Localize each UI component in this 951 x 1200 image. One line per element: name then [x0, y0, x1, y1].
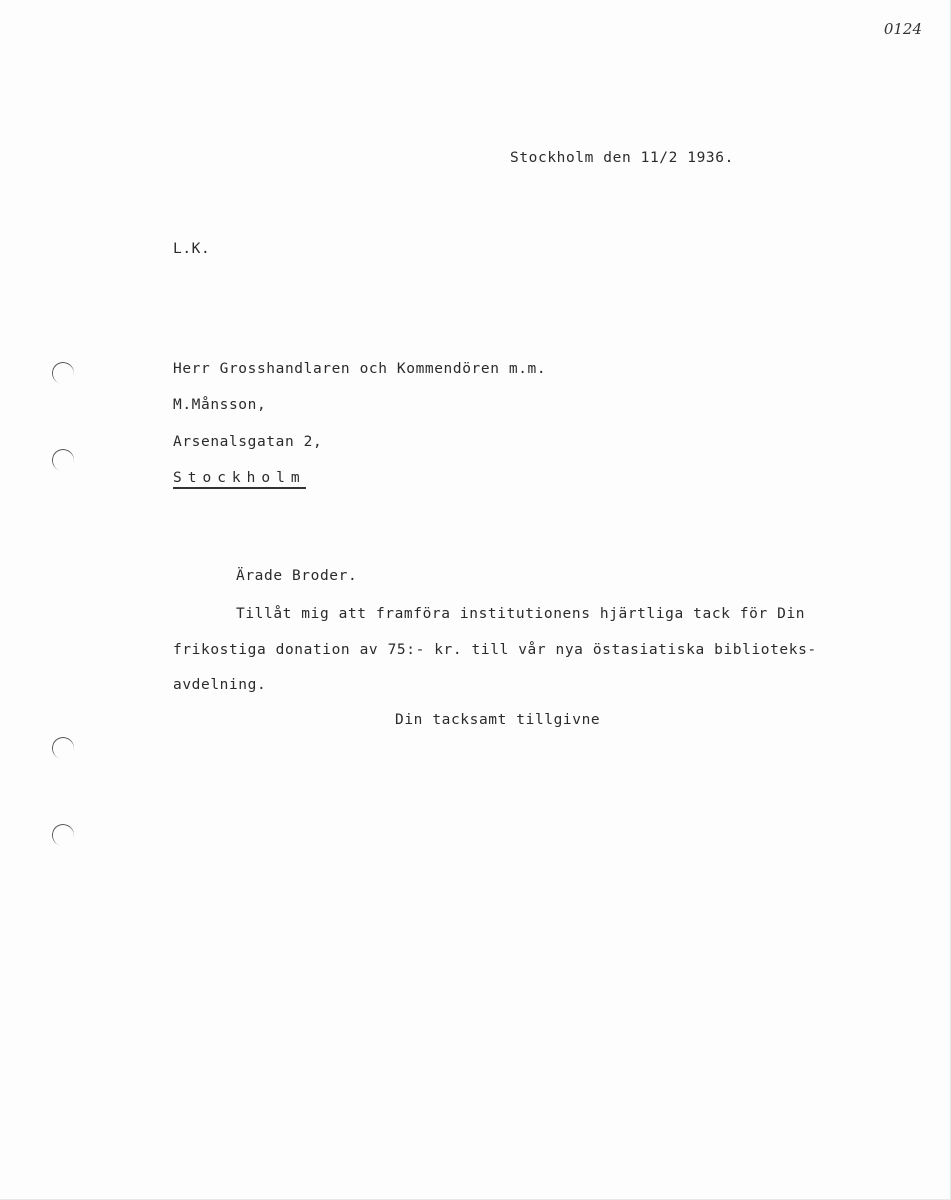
- recipient-name: M.Månsson,: [173, 397, 267, 413]
- archive-number: 0124: [883, 20, 922, 38]
- salutation: Ärade Broder.: [236, 568, 358, 584]
- punch-hole-4: [50, 822, 77, 849]
- recipient-city: Stockholm: [173, 470, 306, 489]
- recipient-title: Herr Grosshandlaren och Kommendören m.m.: [173, 361, 547, 377]
- recipient-street: Arsenalsgatan 2,: [173, 434, 323, 450]
- body-line-3: avdelning.: [173, 677, 267, 693]
- closing: Din tacksamt tillgivne: [395, 712, 601, 728]
- punch-hole-1: [50, 360, 77, 387]
- reference-initials: L.K.: [173, 241, 211, 257]
- date-line: Stockholm den 11/2 1936.: [510, 150, 734, 166]
- punch-hole-2: [50, 447, 77, 474]
- body-line-2: frikostiga donation av 75:- kr. till vår nya östasiatiska biblioteks-: [173, 642, 817, 658]
- punch-hole-3: [50, 735, 77, 762]
- body-line-1: Tillåt mig att framföra institutionens hjärtliga tack för Din: [236, 606, 806, 622]
